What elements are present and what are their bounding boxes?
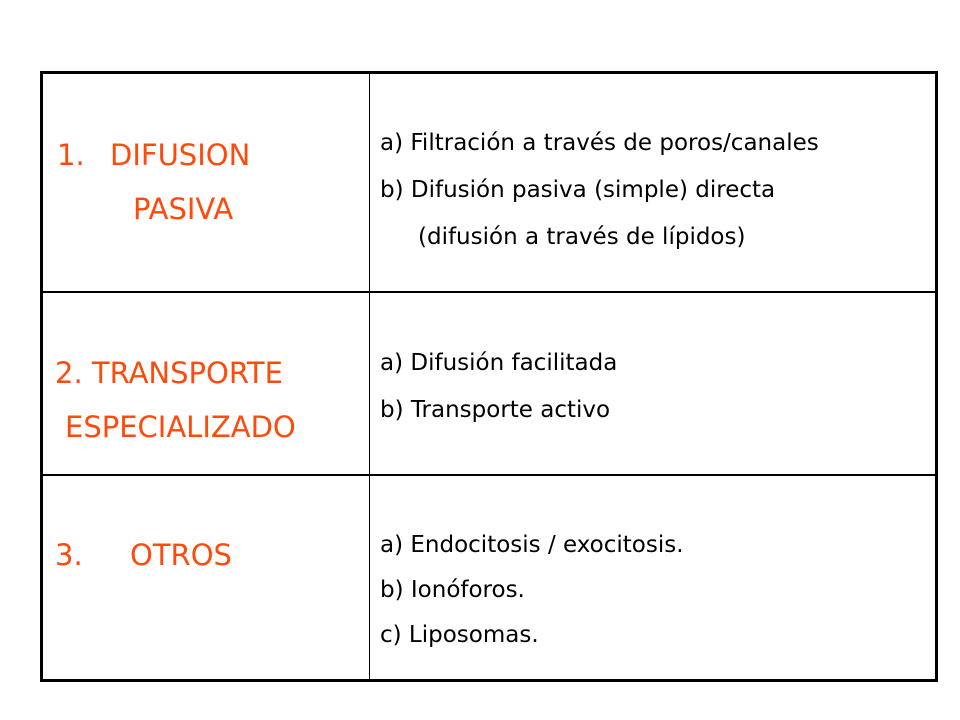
row-1-category-line-1: DIFUSION (110, 138, 251, 172)
row-3-item-b: b) Ionóforos. (380, 577, 525, 603)
row-divider-2 (43, 474, 935, 476)
row-1-item-b: b) Difusión pasiva (simple) directa (380, 177, 776, 203)
row-divider-1 (43, 291, 935, 293)
row-2-item-a: a) Difusión facilitada (380, 350, 618, 376)
row-3-item-c: c) Liposomas. (380, 622, 539, 648)
row-2-item-b: b) Transporte activo (380, 397, 611, 423)
column-divider (369, 74, 370, 679)
row-1-number: 1. (57, 138, 85, 172)
row-1-item-b-cont: (difusión a través de lípidos) (418, 224, 746, 250)
row-2-category-line-2: ESPECIALIZADO (65, 410, 296, 444)
row-1-item-a: a) Filtración a través de poros/canales (380, 130, 819, 156)
row-3-item-a: a) Endocitosis / exocitosis. (380, 532, 684, 558)
row-1-category-line-2: PASIVA (133, 192, 234, 226)
row-3-number: 3. (55, 538, 83, 572)
row-2-category-line-1: 2. TRANSPORTE (55, 356, 283, 390)
row-3-category-line-1: OTROS (130, 538, 232, 572)
